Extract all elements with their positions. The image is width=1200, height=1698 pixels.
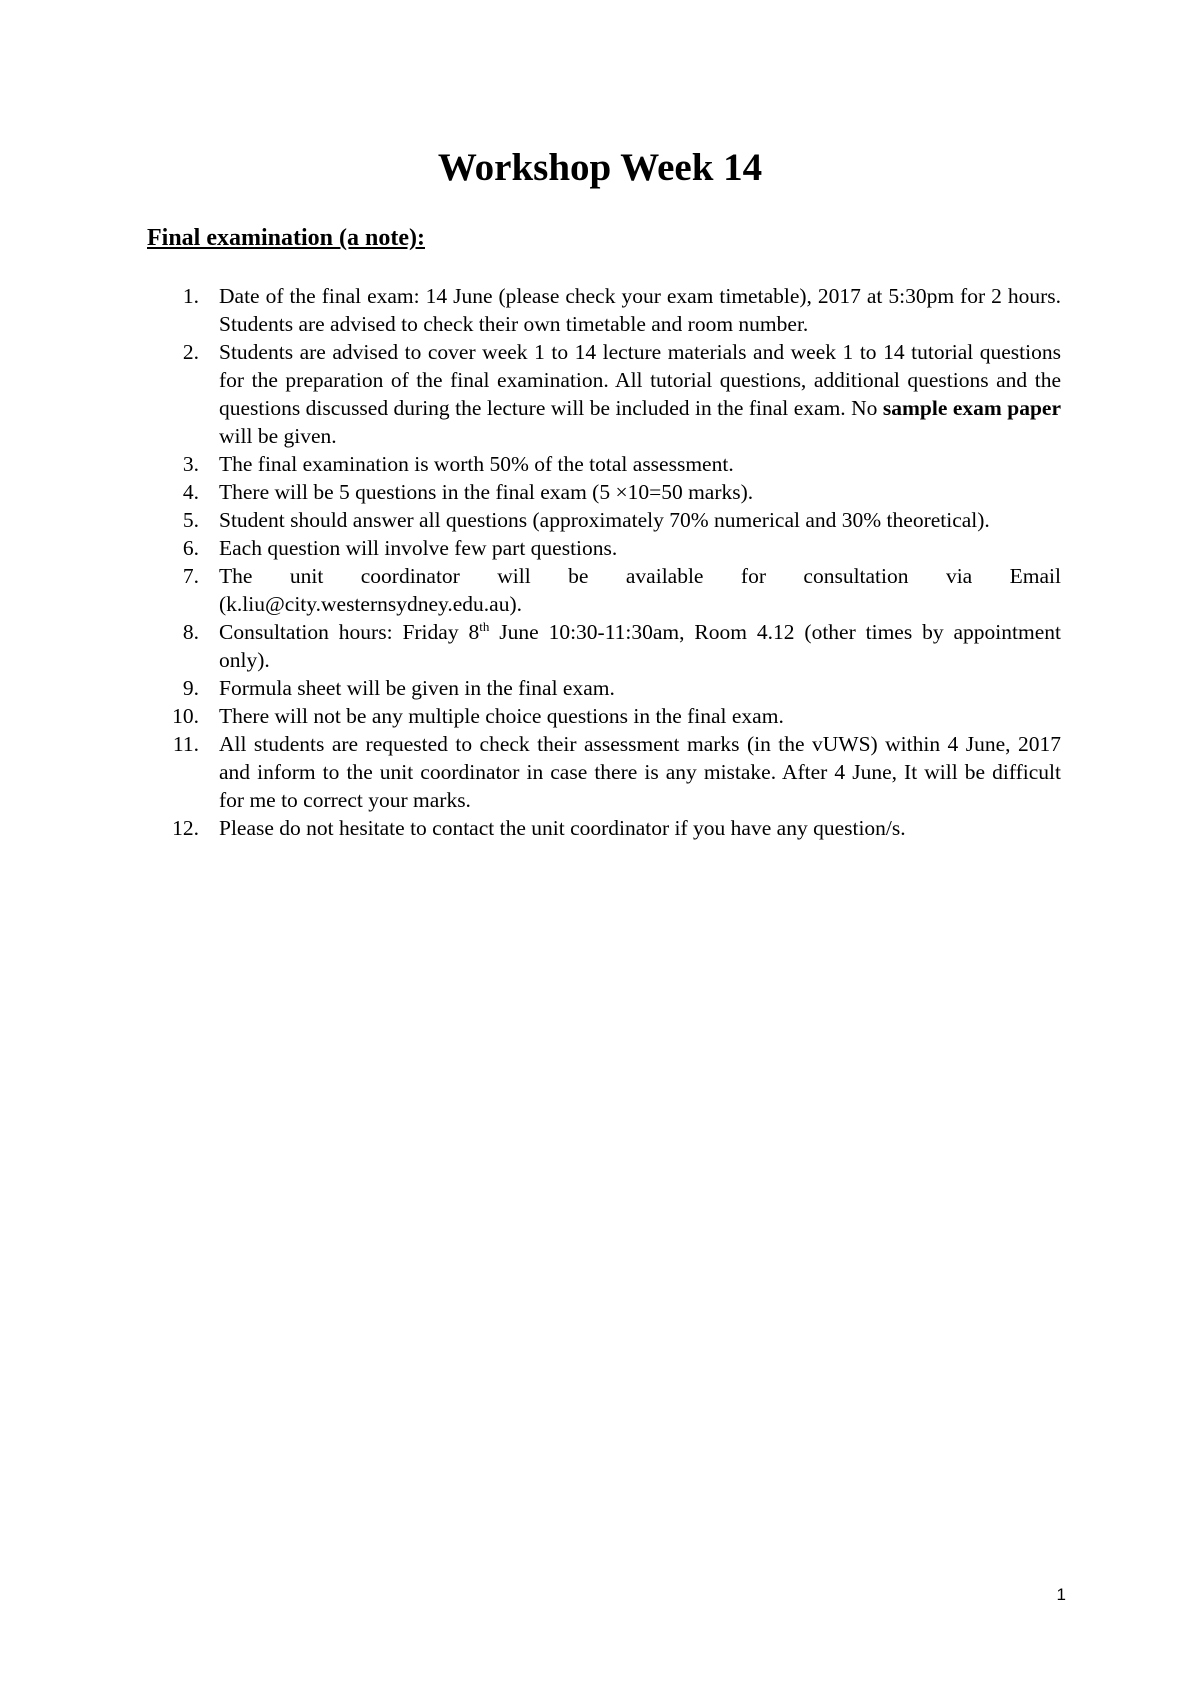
list-item-number: 11. [172, 732, 199, 756]
list-item-text: The unit coordinator will be available for consultation via Email (k.liu@city.westernsydney.edu.au). [219, 564, 1061, 616]
list-item-text-part: Students are advised to cover week 1 to 14 lecture materials and week 1 to 14 tutorial questions for the preparation of the final examination. All tutorial questions, additional questions and the questions discussed during the lecture will be included in the final exam. No [219, 340, 1061, 420]
bold-phrase: sample exam paper [882, 396, 1061, 420]
list-item-text: All students are requested to check their assessment marks (in the vUWS) within 4 June, 2017 and inform to the unit coordinator in case there is any mistake. After 4 June, It will be difficult for me to correct your marks. [219, 732, 1061, 812]
list-item-number: 10. [172, 704, 199, 728]
list-item [0, 450, 1200, 478]
page-title: Workshop Week 14 [437, 146, 763, 189]
list-item [0, 702, 1200, 730]
list-item [0, 814, 1200, 842]
list-item-text: Formula sheet will be given in the final exam. [219, 676, 615, 700]
list-item-number: 3. [182, 452, 199, 476]
list-item [0, 562, 1200, 618]
list-item-text: Each question will involve few part questions. [219, 536, 618, 560]
list-item-text [219, 338, 1061, 450]
list-item-text: The final examination is worth 50% of the total assessment. [219, 452, 734, 476]
ordinal-suffix: th [479, 619, 490, 634]
list-item [0, 534, 1200, 562]
list-item-text-part: June 10:30-11:30am, Room 4.12 (other times by appointment only). [219, 620, 1061, 672]
list-item [0, 506, 1200, 534]
list-item-text: Please do not hesitate to contact the unit coordinator if you have any question/s. [219, 816, 906, 840]
list-item-number: 8. [182, 620, 199, 644]
list-item-number: 1. [182, 284, 199, 308]
list-item-number: 9. [182, 676, 199, 700]
list-item [0, 730, 1200, 814]
list-item-number: 12. [172, 816, 199, 840]
list-item-number: 6. [182, 536, 199, 560]
list-item-text: There will not be any multiple choice questions in the final exam. [219, 704, 784, 728]
list-item-number: 5. [182, 508, 199, 532]
list-item [0, 338, 1200, 450]
list-item [0, 282, 1200, 338]
list-item-number: 4. [182, 480, 199, 504]
list-item [0, 618, 1200, 674]
list-item [0, 478, 1200, 506]
page-number: 1 [1056, 1585, 1066, 1604]
list-item-text-part: will be given. [219, 424, 337, 448]
list-item [0, 674, 1200, 702]
list-item-number: 7. [182, 564, 199, 588]
list-item-number: 2. [182, 340, 199, 364]
list-item-text: Date of the final exam: 14 June (please check your exam timetable), 2017 at 5:30pm for 2 hours. Students are advised to check their own timetable and room number. [219, 284, 1061, 336]
list-item-text: Student should answer all questions (approximately 70% numerical and 30% theoretical). [219, 508, 990, 532]
list-item-text-part: Consultation hours: Friday 8 [219, 620, 480, 644]
list-item-text: There will be 5 questions in the final exam (5 ×10=50 marks). [219, 480, 754, 504]
exam-notes-list [0, 282, 1200, 842]
list-item-text [219, 618, 1061, 674]
section-heading: Final examination (a note): [147, 225, 425, 251]
